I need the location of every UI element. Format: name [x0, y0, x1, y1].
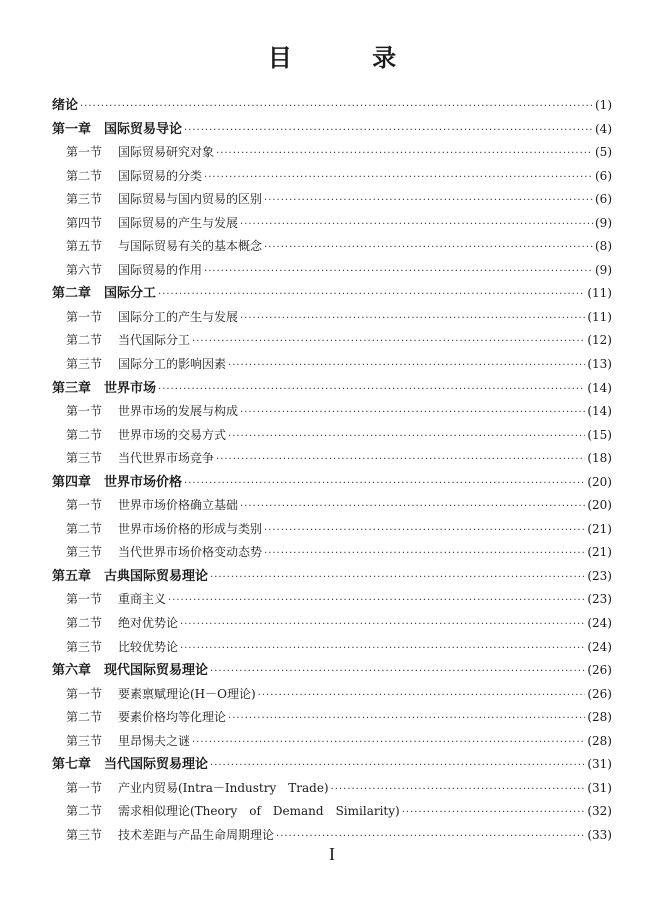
- entry-label: 第一节: [66, 686, 103, 701]
- toc-chapter-entry: [52, 753, 612, 777]
- entry-title: 要素禀赋理论(H－O理论): [118, 686, 256, 701]
- entry-page-number: (26): [587, 686, 612, 701]
- entry-label: 第一节: [66, 404, 103, 419]
- entry-label: 第四章: [52, 474, 92, 490]
- toc-section-entry: [52, 165, 612, 189]
- toc-chapter-entry: [52, 565, 612, 589]
- entry-page-number: (11): [587, 309, 612, 324]
- entry-label: 第一节: [66, 145, 103, 160]
- toc-section-entry: [52, 141, 612, 165]
- toc-section-entry: [52, 212, 612, 236]
- dot-leader: [264, 236, 593, 260]
- entry-page-number: (9): [595, 215, 612, 230]
- dot-leader: [240, 307, 585, 331]
- entry-page-number: (13): [587, 357, 612, 372]
- toc-section-entry: [52, 424, 612, 448]
- entry-title: 需求相似理论(Theory of Demand Similarity): [118, 804, 400, 819]
- toc-section-entry: [52, 518, 612, 542]
- entry-title: 国际贸易与国内贸易的区别: [118, 192, 263, 207]
- entry-label: 第三节: [66, 545, 103, 560]
- toc-section-entry: [52, 612, 612, 636]
- entry-label: 第二章: [52, 286, 92, 302]
- entry-title: 国际分工: [104, 286, 157, 302]
- entry-label: 第六章: [52, 663, 92, 679]
- entry-title: 国际贸易的分类: [118, 168, 203, 183]
- entry-label: 第三节: [66, 192, 103, 207]
- dot-leader: [331, 778, 586, 802]
- entry-title: 世界市场价格的形成与类别: [118, 521, 263, 536]
- toc-section-entry: [52, 730, 612, 754]
- toc-section-entry: [52, 400, 612, 424]
- entry-page-number: (21): [587, 545, 612, 560]
- entry-label: 第一章: [52, 121, 92, 137]
- dot-leader: [264, 189, 593, 213]
- entry-title: 当代国际贸易理论: [104, 757, 209, 773]
- entry-page-number: (28): [587, 710, 612, 725]
- entry-title: 世界市场价格: [104, 474, 183, 490]
- entry-page-number: (31): [587, 780, 612, 795]
- table-of-contents: [52, 94, 612, 848]
- entry-title: 当代世界市场竞争: [118, 451, 215, 466]
- toc-section-entry: [52, 353, 612, 377]
- entry-label: 第三节: [66, 733, 103, 748]
- entry-page-number: (12): [587, 333, 612, 348]
- entry-label: 第三节: [66, 639, 103, 654]
- toc-section-entry: [52, 636, 612, 660]
- entry-title: 国际贸易研究对象: [118, 145, 215, 160]
- entry-page-number: (1): [595, 98, 612, 112]
- entry-page-number: (8): [595, 239, 612, 254]
- entry-title: 里昂惕夫之谜: [118, 733, 191, 748]
- entry-label: 第三节: [66, 827, 103, 842]
- entry-page-number: (15): [587, 427, 612, 442]
- dot-leader: [204, 260, 593, 284]
- entry-page-number: (26): [587, 663, 612, 678]
- dot-leader: [228, 707, 585, 731]
- entry-label: 第二节: [66, 168, 103, 183]
- dot-leader: [258, 684, 586, 708]
- toc-chapter-entry: [52, 471, 612, 495]
- toc-section-entry: [52, 683, 612, 707]
- entry-label: 第二节: [66, 333, 103, 348]
- dot-leader: [180, 613, 585, 637]
- entry-label: 第三章: [52, 380, 92, 396]
- entry-title: 绪论: [52, 98, 79, 113]
- entry-label: 第一节: [66, 780, 103, 795]
- entry-page-number: (6): [595, 168, 612, 183]
- dot-leader: [184, 119, 593, 143]
- entry-title: 古典国际贸易理论: [104, 568, 209, 584]
- entry-page-number: (20): [587, 474, 612, 489]
- entry-title: 与国际贸易有关的基本概念: [118, 239, 263, 254]
- entry-label: 第一节: [66, 498, 103, 513]
- dot-leader: [264, 519, 585, 543]
- entry-page-number: (6): [595, 192, 612, 207]
- entry-title: 比较优势论: [118, 639, 179, 654]
- toc-section-entry: [52, 188, 612, 212]
- entry-title: 绝对优势论: [118, 616, 179, 631]
- dot-leader: [180, 637, 585, 661]
- entry-page-number: (23): [587, 592, 612, 607]
- entry-title: 世界市场价格确立基础: [118, 498, 239, 513]
- dot-leader: [402, 801, 586, 825]
- entry-page-number: (33): [587, 827, 612, 842]
- dot-leader: [240, 213, 593, 237]
- dot-leader: [216, 448, 585, 472]
- entry-label: 第一节: [66, 309, 103, 324]
- toc-chapter-entry: [52, 282, 612, 306]
- toc-section-entry: [52, 777, 612, 801]
- entry-title: 国际分工的影响因素: [118, 357, 227, 372]
- entry-page-number: (28): [587, 733, 612, 748]
- toc-section-entry: [52, 259, 612, 283]
- entry-label: 第二节: [66, 521, 103, 536]
- dot-leader: [204, 166, 593, 190]
- entry-title: 国际贸易的作用: [118, 262, 203, 277]
- dot-leader: [80, 95, 593, 119]
- entry-title: 当代国际分工: [118, 333, 191, 348]
- dot-leader: [210, 566, 585, 590]
- entry-title: 国际分工的产生与发展: [118, 309, 239, 324]
- entry-title: 产业内贸易(Intra－Industry Trade): [118, 780, 329, 795]
- dot-leader: [240, 401, 585, 425]
- entry-page-number: (23): [587, 568, 612, 583]
- entry-title: 当代世界市场价格变动态势: [118, 545, 263, 560]
- entry-label: 第三节: [66, 451, 103, 466]
- entry-page-number: (5): [595, 145, 612, 160]
- entry-page-number: (31): [587, 757, 612, 772]
- entry-label: 第七章: [52, 757, 92, 773]
- dot-leader: [192, 731, 585, 755]
- entry-label: 第二节: [66, 427, 103, 442]
- page-number: I: [329, 844, 335, 864]
- toc-section-entry: [52, 329, 612, 353]
- entry-page-number: (32): [587, 804, 612, 819]
- dot-leader: [192, 330, 585, 354]
- dot-leader: [228, 354, 585, 378]
- entry-page-number: (18): [587, 451, 612, 466]
- dot-leader: [216, 142, 593, 166]
- entry-label: 第二节: [66, 616, 103, 631]
- toc-section-entry: [52, 235, 612, 259]
- toc-chapter-entry: [52, 377, 612, 401]
- entry-title: 重商主义: [118, 592, 167, 607]
- entry-label: 第三节: [66, 357, 103, 372]
- toc-chapter-entry: [52, 94, 612, 118]
- toc-section-entry: [52, 306, 612, 330]
- entry-label: 第四节: [66, 215, 103, 230]
- entry-title: 世界市场的交易方式: [118, 427, 227, 442]
- dot-leader: [240, 495, 585, 519]
- toc-section-entry: [52, 447, 612, 471]
- dot-leader: [168, 589, 585, 613]
- entry-title: 世界市场: [104, 380, 157, 396]
- entry-page-number: (4): [595, 121, 612, 136]
- entry-label: 第二节: [66, 804, 103, 819]
- entry-label: 第五节: [66, 239, 103, 254]
- entry-label: 第五章: [52, 568, 92, 584]
- dot-leader: [210, 660, 585, 684]
- entry-title: 国际贸易的产生与发展: [118, 215, 239, 230]
- toc-chapter-entry: [52, 659, 612, 683]
- entry-label: 第二节: [66, 710, 103, 725]
- dot-leader: [158, 378, 585, 402]
- toc-section-entry: [52, 706, 612, 730]
- entry-page-number: (24): [587, 639, 612, 654]
- entry-label: 第一节: [66, 592, 103, 607]
- entry-page-number: (20): [587, 498, 612, 513]
- entry-title: 技术差距与产品生命周期理论: [118, 827, 275, 842]
- dot-leader: [184, 472, 585, 496]
- entry-title: 现代国际贸易理论: [104, 663, 209, 679]
- toc-section-entry: [52, 588, 612, 612]
- entry-title: 国际贸易导论: [104, 121, 183, 137]
- entry-page-number: (14): [587, 404, 612, 419]
- dot-leader: [210, 754, 585, 778]
- entry-page-number: (11): [587, 286, 612, 301]
- dot-leader: [228, 425, 585, 449]
- toc-chapter-entry: [52, 118, 612, 142]
- toc-section-entry: [52, 541, 612, 565]
- dot-leader: [264, 542, 585, 566]
- toc-section-entry: [52, 494, 612, 518]
- entry-page-number: (14): [587, 380, 612, 395]
- toc-section-entry: [52, 800, 612, 824]
- page-title: 目 录: [267, 44, 433, 72]
- entry-title: 世界市场的发展与构成: [118, 404, 239, 419]
- dot-leader: [158, 283, 585, 307]
- entry-page-number: (9): [595, 262, 612, 277]
- entry-page-number: (24): [587, 616, 612, 631]
- entry-title: 要素价格均等化理论: [118, 710, 227, 725]
- entry-page-number: (21): [587, 521, 612, 536]
- entry-label: 第六节: [66, 262, 103, 277]
